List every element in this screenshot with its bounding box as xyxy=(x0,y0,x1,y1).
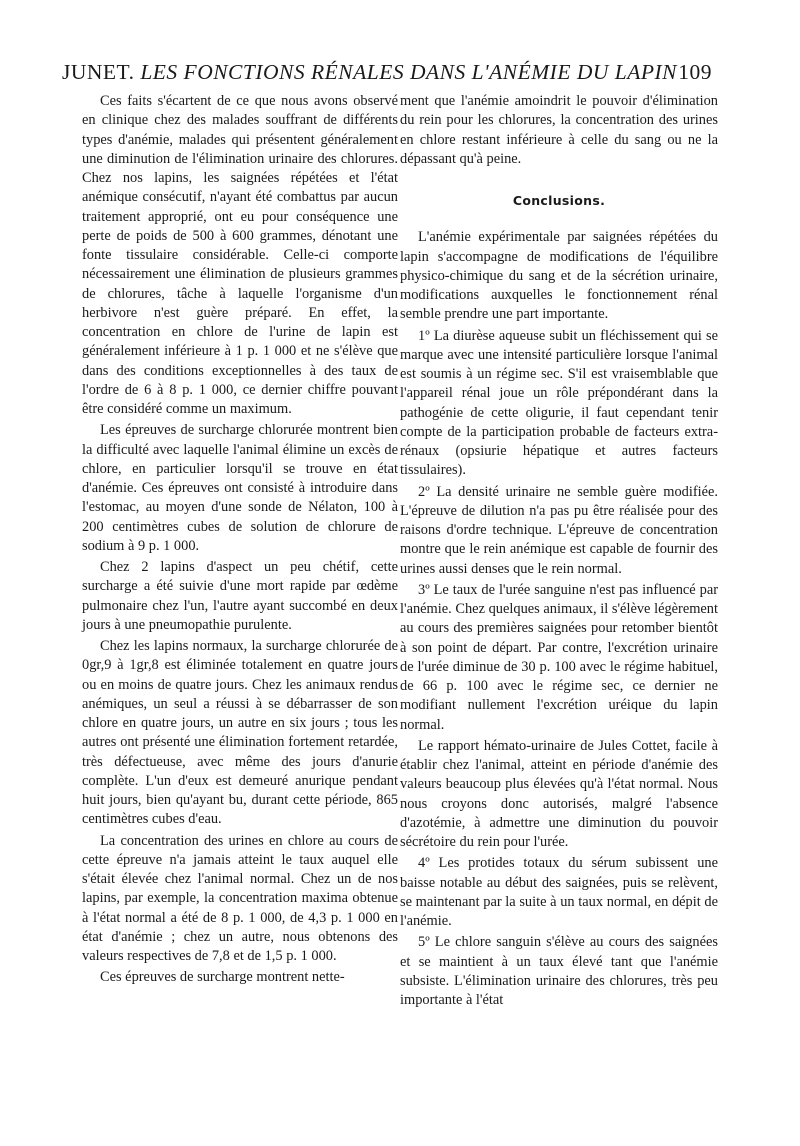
header-title: LES FONCTIONS RÉNALES DANS L'ANÉMIE DU LAPIN xyxy=(140,60,677,84)
running-header xyxy=(62,60,712,85)
paragraph: 5º Le chlore sanguin s'élève au cours des saignées et se maintient à un taux élevé tant que l'anémie subsiste. L'élimination urinaire des chlorures, très peu importante à l'état xyxy=(400,934,718,1008)
paragraph: Ces faits s'écartent de ce que nous avons observé en clinique chez des malades souffrant de différents types d'anémie, malades qui présentent généralement une diminution de l'élimination urinaire des chlorures. Chez nos lapins, les saignées répétées et l'état anémique consécutif, n'ayant été combattus par aucun traitement approprié, ont eu pour conséquence une perte de poids de 500 à 600 grammes, dénotant une fonte tissulaire considérable. Celle-ci comporte nécessairement une élimination de plusieurs grammes de chlorures, tâche à laquelle l'organisme d'un herbivore n'est guère préparé. En effet, la concentration en chlore de l'urine de lapin est généralement inférieure à 1 p. 1 000 et ne s'élève que dans des conditions exceptionnelles à des taux de l'ordre de 6 à 8 p. 1 000, ce dernier chiffre pouvant être considéré comme un maximum. xyxy=(82,93,398,417)
paragraph: Les épreuves de surcharge chlorurée montrent bien la difficulté avec laquelle l'animal élimine un excès de chlore, en particulier lorsqu'il se trouve en état d'anémie. Ces épreuves ont consisté à introduire dans l'estomac, au moyen d'une sonde de Nélaton, 100 à 200 centimètres cubes de solution de chlorure de sodium à 9 p. 1 000. xyxy=(82,422,398,554)
paragraph: 3º Le taux de l'urée sanguine n'est pas influencé par l'anémie. Chez quelques animaux, il s'élève légèrement au cours des premières saignées pour retomber bientôt à son point de départ. Par contre, l'excrétion urinaire de l'urée diminue de 30 p. 100 avec le régime habituel, de 66 p. 100 avec le régime sec, ce dernier ne modifiant nullement l'excrétion uréique du lapin normal. xyxy=(400,581,718,733)
paragraph: 1º La diurèse aqueuse subit un fléchissement qui se marque avec une intensité particulière lorsque l'animal est soumis à un régime sec. S'il est vraisemblable que l'appareil rénal joue un rôle prépondérant dans la pathogénie de cette oligurie, il faut cependant tenir compte de la participation probable de facteurs extra-rénaux (opsiurie hépatique et autres facteurs tissulaires). xyxy=(400,327,718,479)
left-column xyxy=(82,92,398,988)
paragraph: 2º La densité urinaire ne semble guère modifiée. L'épreuve de dilution n'a pas pu être réalisée pour des raisons d'ordre technique. L'épreuve de concentration montre que le rein anémique est capable de fournir des urines aussi denses que le rein normal. xyxy=(400,483,718,577)
paragraph: 4º Les protides totaux du sérum subissent une baisse notable au début des saignées, puis se relèvent, se maintenant par la suite à un taux normal, en dépit de l'anémie. xyxy=(400,855,718,929)
conclusions-heading: Conclusions. xyxy=(512,193,606,208)
page-number: 109 xyxy=(678,60,712,84)
paragraph: Le rapport hémato-urinaire de Jules Cottet, facile à établir chez l'animal, atteint en période d'anémie des valeurs beaucoup plus élevées qu'à l'état normal. Nous nous croyons donc autorisés, malgré l'absence d'azotémie, à admettre une diminution du pouvoir sécrétoire du rein pour l'urée. xyxy=(400,737,718,850)
right-column xyxy=(400,92,718,1010)
header-author: JUNET. xyxy=(62,60,135,84)
paragraph: Chez 2 lapins d'aspect un peu chétif, cette surcharge a été suivie d'une mort rapide par œdème pulmonaire chez l'un, l'autre ayant succombé en deux jours à une pneumopathie purulente. xyxy=(82,559,398,633)
paragraph: Chez les lapins normaux, la surcharge chlorurée de 0gr,9 à 1gr,8 est éliminée totalement en quatre jours ou en moins de quatre jours. Chez les animaux rendus anémiques, un seul a réussi à se débarrasser de son chlore en quatre jours, un autre en six jours ; tous les autres ont présenté une élimination fortement retardée, très défectueuse, avec même des jours d'anurie complète. L'un d'eux est demeuré anurique pendant huit jours, bien qu'ayant bu, durant cette période, 865 centimètres cubes d'eau. xyxy=(82,638,398,828)
paragraph-continuation: ment que l'anémie amoindrit le pouvoir d'élimination du rein pour les chlorures, la concentration des urines en chlore restant inférieure à celle du sang ou ne la dépassant qu'à peine. xyxy=(400,93,718,167)
paragraph: Ces épreuves de surcharge montrent nette- xyxy=(100,969,345,986)
paragraph: L'anémie expérimentale par saignées répétées du lapin s'accompagne de modifications de l'équilibre physico-chimique du sang et de la sécrétion urinaire, modifications auxquelles le fonctionnement rénal semble prendre une part importante. xyxy=(400,229,718,323)
paragraph: La concentration des urines en chlore au cours de cette épreuve n'a jamais atteint le taux auquel elle s'était élevée chez l'animal normal. Chez un de nos lapins, par exemple, la concentration maxima obtenue à l'état normal a été de 8 p. 1 000, de 4,3 p. 1 000 en état d'anémie ; chez un autre, nous obtenons des valeurs respectives de 7,8 et de 1,5 p. 1 000. xyxy=(82,832,398,964)
running-header-left xyxy=(62,60,677,85)
